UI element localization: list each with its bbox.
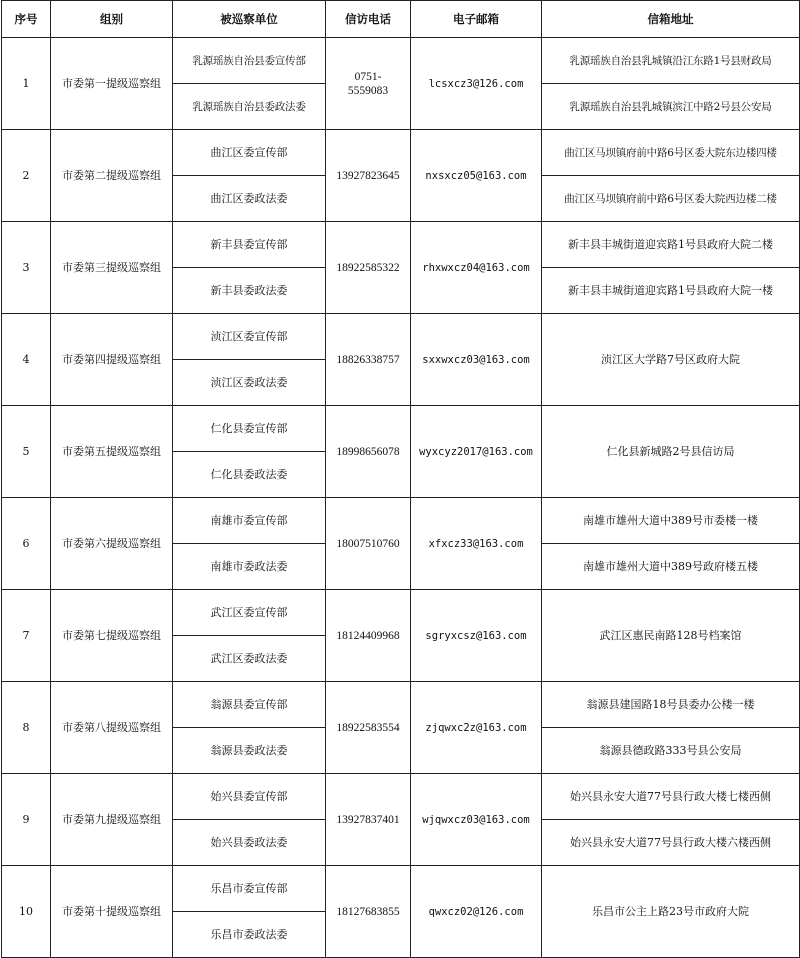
email-address[interactable]: lcsxcz3@126.com	[411, 38, 542, 130]
unit-propaganda: 浈江区委宣传部	[173, 314, 326, 360]
phone-number: 18922583554	[326, 682, 411, 774]
email-address[interactable]: nxsxcz05@163.com	[411, 130, 542, 222]
row-number: 8	[2, 682, 51, 774]
mailbox-address: 新丰县丰城街道迎宾路1号县政府大院二楼	[542, 222, 800, 268]
mailbox-address: 乳源瑶族自治县乳城镇滨江中路2号县公安局	[542, 84, 800, 130]
table-body	[2, 38, 800, 958]
row-number: 1	[2, 38, 51, 130]
header-address: 信箱地址	[542, 1, 800, 38]
mailbox-address: 仁化县新城路2号县信访局	[542, 406, 800, 498]
mailbox-address: 南雄市雄州大道中389号市委楼一楼	[542, 498, 800, 544]
row-number: 7	[2, 590, 51, 682]
row-number: 5	[2, 406, 51, 498]
table-row	[2, 498, 800, 544]
mailbox-address: 新丰县丰城街道迎宾路1号县政府大院一楼	[542, 268, 800, 314]
phone-number: 18007510760	[326, 498, 411, 590]
table-row	[2, 222, 800, 268]
group-name: 市委第二提级巡察组	[51, 130, 173, 222]
phone-number: 18127683855	[326, 866, 411, 958]
email-address[interactable]: sgryxcsz@163.com	[411, 590, 542, 682]
unit-propaganda: 仁化县委宣传部	[173, 406, 326, 452]
table-row	[2, 590, 800, 636]
phone-number: 0751-5559083	[326, 38, 411, 130]
mailbox-address: 武江区惠民南路128号档案馆	[542, 590, 800, 682]
phone-number: 13927823645	[326, 130, 411, 222]
unit-propaganda: 翁源县委宣传部	[173, 682, 326, 728]
mailbox-address: 乐昌市公主上路23号市政府大院	[542, 866, 800, 958]
unit-propaganda: 曲江区委宣传部	[173, 130, 326, 176]
unit-propaganda: 乳源瑶族自治县委宣传部	[173, 38, 326, 84]
unit-propaganda: 始兴县委宣传部	[173, 774, 326, 820]
mailbox-address: 曲江区马坝镇府前中路6号区委大院东边楼四楼	[542, 130, 800, 176]
header-unit: 被巡察单位	[173, 1, 326, 38]
email-address[interactable]: xfxcz33@163.com	[411, 498, 542, 590]
group-name: 市委第三提级巡察组	[51, 222, 173, 314]
mailbox-address: 翁源县建国路18号县委办公楼一楼	[542, 682, 800, 728]
unit-propaganda: 南雄市委宣传部	[173, 498, 326, 544]
header-phone: 信访电话	[326, 1, 411, 38]
unit-politics-law: 仁化县委政法委	[173, 452, 326, 498]
mailbox-address: 始兴县永安大道77号县行政大楼七楼西侧	[542, 774, 800, 820]
row-number: 3	[2, 222, 51, 314]
table-row	[2, 38, 800, 84]
mailbox-address: 始兴县永安大道77号县行政大楼六楼西侧	[542, 820, 800, 866]
unit-politics-law: 浈江区委政法委	[173, 360, 326, 406]
email-address[interactable]: rhxwxcz04@163.com	[411, 222, 542, 314]
header-row	[2, 1, 800, 38]
mailbox-address: 南雄市雄州大道中389号政府楼五楼	[542, 544, 800, 590]
table-row	[2, 682, 800, 728]
table-row	[2, 774, 800, 820]
email-address[interactable]: wjqwxcz03@163.com	[411, 774, 542, 866]
mailbox-address: 翁源县德政路333号县公安局	[542, 728, 800, 774]
unit-propaganda: 新丰县委宣传部	[173, 222, 326, 268]
unit-politics-law: 乐昌市委政法委	[173, 912, 326, 958]
unit-politics-law: 武江区委政法委	[173, 636, 326, 682]
row-number: 4	[2, 314, 51, 406]
phone-number: 18998656078	[326, 406, 411, 498]
group-name: 市委第八提级巡察组	[51, 682, 173, 774]
phone-number: 18826338757	[326, 314, 411, 406]
table-row	[2, 130, 800, 176]
unit-politics-law: 始兴县委政法委	[173, 820, 326, 866]
unit-politics-law: 翁源县委政法委	[173, 728, 326, 774]
header-no: 序号	[2, 1, 51, 38]
row-number: 9	[2, 774, 51, 866]
group-name: 市委第七提级巡察组	[51, 590, 173, 682]
unit-propaganda: 武江区委宣传部	[173, 590, 326, 636]
mailbox-address: 浈江区大学路7号区政府大院	[542, 314, 800, 406]
inspection-contact-table	[1, 0, 800, 958]
email-address[interactable]: wyxcyz2017@163.com	[411, 406, 542, 498]
phone-number: 18922585322	[326, 222, 411, 314]
header-group: 组别	[51, 1, 173, 38]
group-name: 市委第五提级巡察组	[51, 406, 173, 498]
row-number: 10	[2, 866, 51, 958]
group-name: 市委第一提级巡察组	[51, 38, 173, 130]
header-email: 电子邮箱	[411, 1, 542, 38]
row-number: 2	[2, 130, 51, 222]
email-address[interactable]: qwxcz02@126.com	[411, 866, 542, 958]
phone-number: 18124409968	[326, 590, 411, 682]
row-number: 6	[2, 498, 51, 590]
email-address[interactable]: zjqwxc2z@163.com	[411, 682, 542, 774]
group-name: 市委第九提级巡察组	[51, 774, 173, 866]
group-name: 市委第六提级巡察组	[51, 498, 173, 590]
mailbox-address: 乳源瑶族自治县乳城镇沿江东路1号县财政局	[542, 38, 800, 84]
mailbox-address: 曲江区马坝镇府前中路6号区委大院西边楼二楼	[542, 176, 800, 222]
unit-politics-law: 南雄市委政法委	[173, 544, 326, 590]
group-name: 市委第十提级巡察组	[51, 866, 173, 958]
email-address[interactable]: sxxwxcz03@163.com	[411, 314, 542, 406]
unit-politics-law: 乳源瑶族自治县委政法委	[173, 84, 326, 130]
unit-propaganda: 乐昌市委宣传部	[173, 866, 326, 912]
unit-politics-law: 新丰县委政法委	[173, 268, 326, 314]
table-row	[2, 866, 800, 912]
table-row	[2, 314, 800, 360]
unit-politics-law: 曲江区委政法委	[173, 176, 326, 222]
phone-number: 13927837401	[326, 774, 411, 866]
group-name: 市委第四提级巡察组	[51, 314, 173, 406]
table-row	[2, 406, 800, 452]
